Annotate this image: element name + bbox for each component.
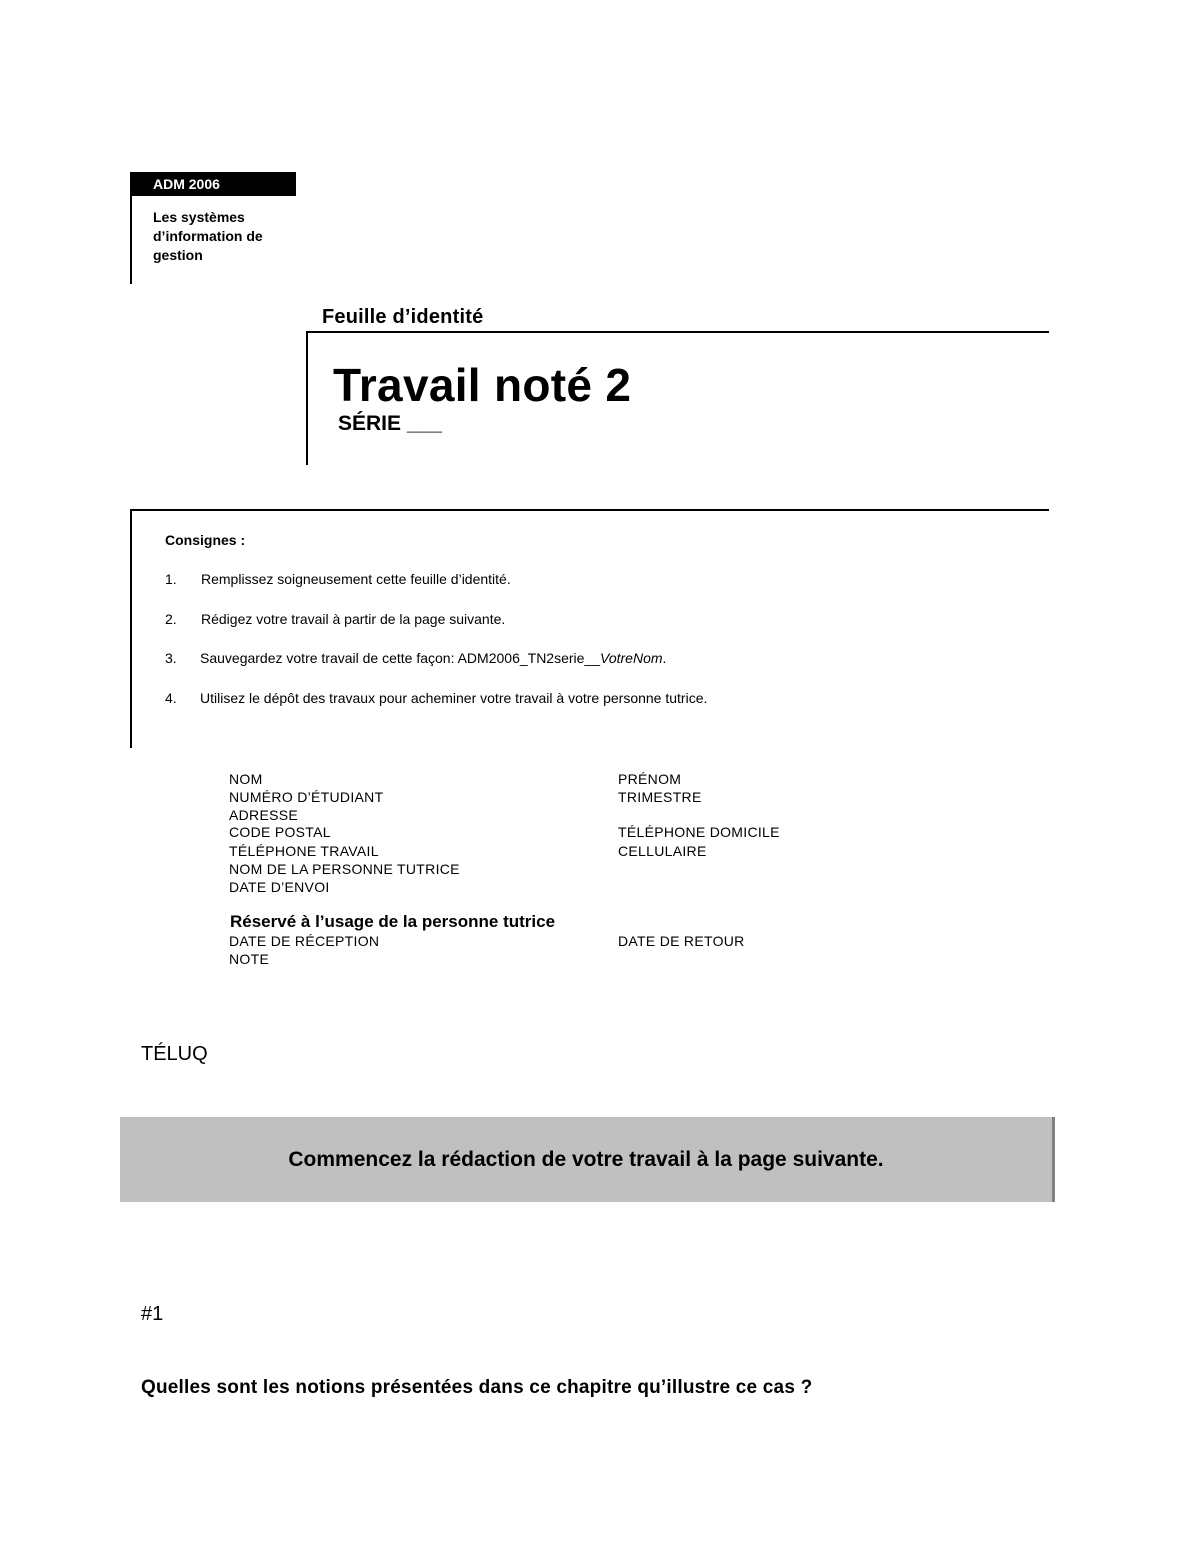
instruction-number: 3. <box>165 650 177 666</box>
instruction-text: Sauvegardez votre travail de cette façon: ADM2006_TN2serie__ <box>200 650 601 666</box>
title-left-rule <box>306 331 308 465</box>
instruction-suffix: . <box>662 650 667 666</box>
field-date-reception: DATE DE RÉCEPTION <box>229 933 380 949</box>
instruction-number: 4. <box>165 690 177 706</box>
instruction-text-wrapper <box>200 650 666 666</box>
instruction-text: Remplissez soigneusement cette feuille d’identité. <box>201 571 511 587</box>
field-adresse: ADRESSE <box>229 807 299 823</box>
tutor-section-heading: Réservé à l’usage de la personne tutrice <box>230 912 556 931</box>
field-trimestre: TRIMESTRE <box>618 789 702 805</box>
series-line: SÉRIE ___ <box>338 412 442 435</box>
field-numero-etudiant: NUMÉRO D’ÉTUDIANT <box>229 789 384 805</box>
field-date-envoi: DATE D’ENVOI <box>229 879 330 895</box>
field-telephone-domicile: TÉLÉPHONE DOMICILE <box>618 824 780 840</box>
instructions-left-rule <box>130 509 132 748</box>
sheet-label: Feuille d’identité <box>322 306 484 328</box>
assignment-title: Travail noté 2 <box>333 359 632 411</box>
instruction-text: Rédigez votre travail à partir de la page suivante. <box>201 611 506 627</box>
field-telephone-travail: TÉLÉPHONE TRAVAIL <box>229 843 379 859</box>
field-note: NOTE <box>229 951 270 967</box>
field-date-retour: DATE DE RETOUR <box>618 933 745 949</box>
instruction-text: Utilisez le dépôt des travaux pour acheminer votre travail à votre personne tutrice. <box>200 690 708 706</box>
instructions-heading: Consignes : <box>165 532 246 548</box>
instructions-top-rule <box>130 509 1049 511</box>
field-nom: NOM <box>229 771 263 787</box>
start-banner-text: Commencez la rédaction de votre travail à la page suivante. <box>288 1147 884 1171</box>
field-prenom: PRÉNOM <box>618 771 682 787</box>
field-code-postal: CODE POSTAL <box>229 824 331 840</box>
course-title: Les systèmes d’information de gestion <box>153 209 263 263</box>
instruction-number: 2. <box>165 611 177 627</box>
field-nom-personne-tutrice: NOM DE LA PERSONNE TUTRICE <box>229 861 460 877</box>
field-cellulaire: CELLULAIRE <box>618 843 707 859</box>
instruction-number: 1. <box>165 571 177 587</box>
institution-name: TÉLUQ <box>141 1043 208 1065</box>
question-text: Quelles sont les notions présentées dans ce chapitre qu’illustre ce cas ? <box>141 1377 813 1398</box>
course-code: ADM 2006 <box>130 172 296 196</box>
start-banner <box>120 1117 1055 1202</box>
title-top-rule <box>307 331 1049 333</box>
instruction-filename-placeholder: VotreNom <box>600 650 663 666</box>
question-number: #1 <box>141 1303 164 1325</box>
